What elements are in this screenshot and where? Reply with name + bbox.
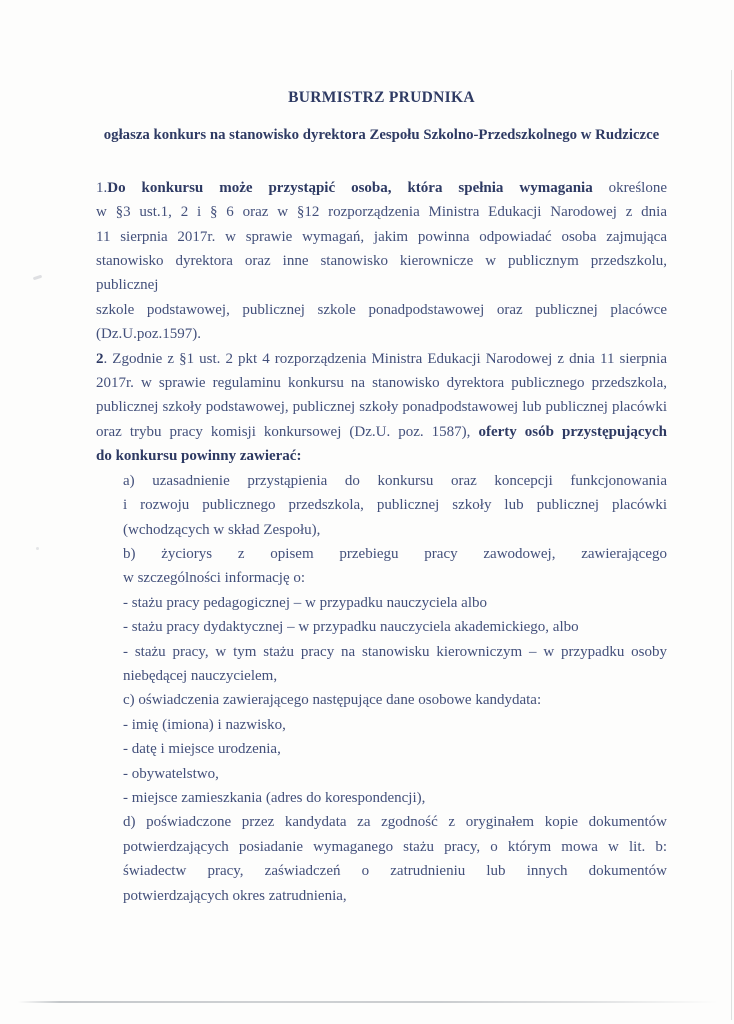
text-segment: potwierdzających okres zatrudnienia, [123, 887, 347, 904]
text-line [123, 737, 667, 761]
text-segment: świadectw pracy, zaświadczeń o zatrudnieniu lub innych dokumentów [123, 863, 667, 880]
text-line [123, 786, 667, 810]
text-segment-bold: 2 [96, 350, 104, 367]
text-segment: d) poświadczone przez kandydata za zgodność z oryginałem kopie dokumentów [123, 814, 667, 831]
text-segment: - stażu pracy, w tym stażu pracy na stanowisku kierowniczym – w przypadku osoby [123, 643, 667, 660]
text-line [123, 859, 667, 883]
text-line [123, 664, 667, 688]
text-segment-bold: Do konkursu może przystąpić osoba, która spełnia wymagania [107, 179, 593, 196]
text-segment: - datę i miejsce urodzenia, [123, 741, 281, 758]
text-line [96, 395, 667, 419]
text-line [123, 542, 667, 566]
text-segment: w szczególności informację o: [123, 570, 306, 587]
text-line [96, 200, 667, 224]
text-segment: w §3 ust.1, 2 i § 6 oraz w §12 rozporządzenia Ministra Edukacji Narodowej z dnia [96, 204, 667, 221]
document-title: BURMISTRZ PRUDNIKA [288, 89, 475, 106]
text-segment: b) życiorys z opisem przebiegu pracy zawodowej, zawierającego [123, 545, 667, 562]
text-line [123, 518, 667, 542]
text-segment: 1. [96, 179, 108, 196]
text-line [96, 298, 667, 322]
text-line [96, 444, 667, 468]
text-line [123, 688, 667, 712]
text-line [123, 566, 667, 590]
text-segment: (wchodzących w skład Zespołu), [123, 521, 321, 538]
text-segment: - stażu pracy pedagogicznej – w przypadku nauczyciela albo [123, 594, 487, 611]
document-lines [96, 176, 667, 908]
text-line [123, 493, 667, 517]
text-segment: - miejsce zamieszkania (adres do korespondencji), [123, 789, 426, 806]
text-line [123, 762, 667, 786]
text-segment: a) uzasadnienie przystąpienia do konkursu oraz koncepcji funkcjonowania [123, 472, 667, 489]
text-segment: publicznej szkoły podstawowej, publicznej szkoły ponadpodstawowej lub publicznej placówki [96, 399, 667, 416]
text-segment: stanowisko dyrektora oraz inne stanowisko kierownicze w publicznym przedszkolu, publicznej [96, 253, 667, 294]
text-line [123, 615, 667, 639]
text-line [96, 225, 667, 249]
document-subtitle: ogłasza konkurs na stanowisko dyrektora Zespołu Szkolno-Przedszkolnego w Rudziczce [103, 127, 660, 144]
scan-bottom-edge [18, 1001, 718, 1003]
text-segment-bold: do konkursu powinny zawierać: [96, 448, 302, 465]
text-segment: szkole podstawowej, publicznej szkole ponadpodstawowej oraz publicznej placówce [96, 301, 667, 318]
text-line [123, 884, 667, 908]
text-segment: - obywatelstwo, [123, 765, 219, 782]
text-line [123, 835, 667, 859]
text-segment: 11 sierpnia 2017r. w sprawie wymagań, jakim powinna odpowiadać osoba zajmująca [96, 228, 667, 245]
text-segment: - stażu pracy dydaktycznej – w przypadku nauczyciela akademickiego, albo [123, 619, 579, 636]
scan-right-edge [731, 70, 733, 1020]
text-segment: 2017r. w sprawie regulaminu konkursu na stanowisko dyrektora publicznego przedszkola, [96, 375, 667, 392]
text-segment: c) oświadczenia zawierającego następujące dane osobowe kandydata: [123, 692, 542, 709]
text-segment: niebędącej nauczycielem, [123, 667, 278, 684]
text-segment-bold: oferty osób przystępujących [478, 423, 667, 440]
text-line [96, 322, 667, 346]
text-line [96, 176, 667, 200]
text-line [123, 713, 667, 737]
scan-smudge [33, 275, 42, 281]
scan-smudge [36, 547, 39, 550]
text-segment: określone [592, 179, 667, 196]
document-content [96, 0, 667, 908]
text-segment: i rozwoju publicznego przedszkola, publicznej szkoły lub publicznej placówki [123, 497, 667, 514]
text-segment: potwierdzających posiadanie wymaganego stażu pracy, o którym mowa w lit. b: [123, 838, 667, 855]
text-line [96, 249, 667, 298]
text-line [96, 347, 667, 371]
text-line [96, 371, 667, 395]
text-segment: (Dz.U.poz.1597). [96, 326, 201, 343]
text-line [96, 420, 667, 444]
text-segment: - imię (imiona) i nazwisko, [123, 716, 286, 733]
text-line [123, 469, 667, 493]
text-line [123, 810, 667, 834]
text-line [123, 640, 667, 664]
text-segment: . Zgodnie z §1 ust. 2 pkt 4 rozporządzenia Ministra Edukacji Narodowej z dnia 11 sierpnia [103, 350, 667, 367]
text-line [123, 591, 667, 615]
text-segment: oraz trybu pracy komisji konkursowej (Dz.U. poz. 1587), [96, 423, 479, 440]
